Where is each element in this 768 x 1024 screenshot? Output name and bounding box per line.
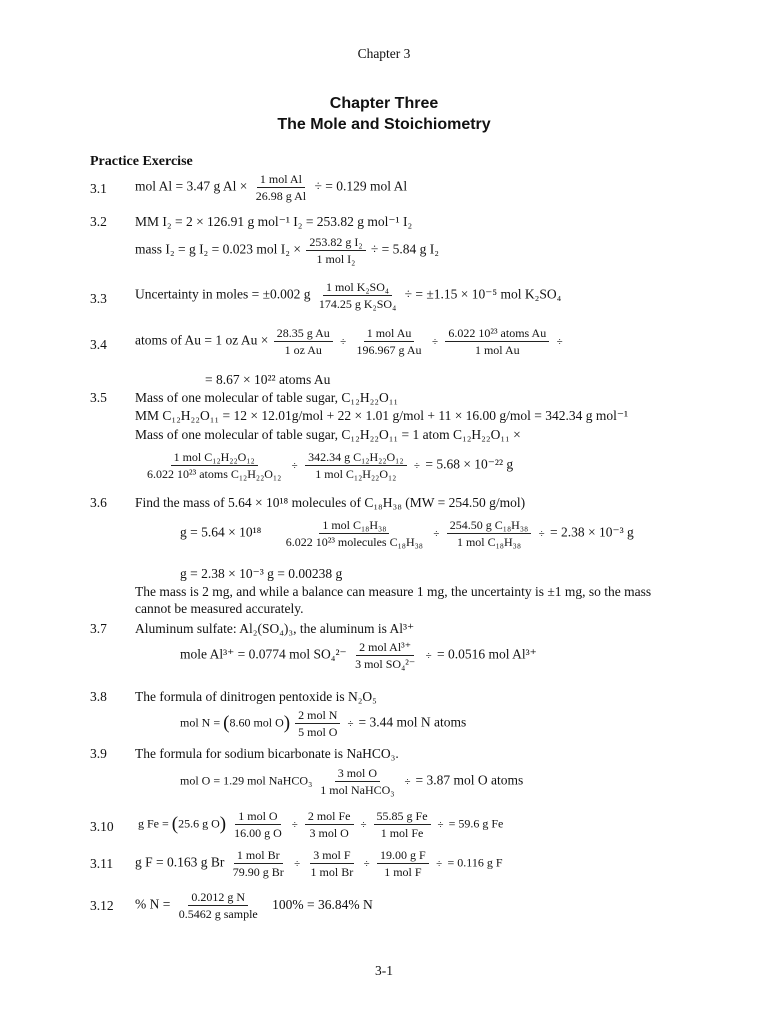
equation-result: = 3.44 mol N atoms — [358, 714, 467, 730]
equation-result: ÷ = 5.84 g I₂ — [370, 241, 439, 257]
equation-lead: Uncertainty in moles = ±0.002 g — [135, 286, 311, 302]
section-heading: Practice Exercise — [90, 154, 193, 169]
equation-3-8: mol N = (8.60 mol O) $\frac{\text{2 mol N}}{\text{5 mol O}}$ ÷ = 3.44 mol N atoms — [180, 708, 467, 739]
fraction: $\frac{\text{1 mol Au}}{\text{196.967 g Au}}$ — [356, 326, 422, 357]
text-line: The formula of dinitrogen pentoxide is N₂O₅ — [135, 689, 377, 704]
fraction: $\frac{\text{254.50 g C₁₈H₃₈}}{\text{1 mol C₁₈H₃₈}}$ — [447, 518, 531, 549]
equation-3-9: mol O = 1.29 mol NaHCO₃ $\frac{\text{3 mol O}}{\text{1 mol NaHCO₃}}$ ÷ = 3.87 mol O atoms — [180, 766, 524, 797]
equation-3-5: $\frac{\text{1 mol C₁₂H₂₂O₁₂}}{\text{6.022 10²³ atoms C₁₂H₂₂O₁₂}}$ ÷ $\frac{\text{342.34 g C₁₂H₂₂O₁₂}}{\text{1 mol C₁₂H₂₂O₁₂}}$ ÷ = 5.68 × 10⁻²² g — [142, 450, 513, 481]
fraction: $\frac{\text{1 mol K₂SO₄}}{\text{174.25 g K₂SO₄}}$ — [318, 280, 397, 311]
text-line: Find the mass of 5.64 × 10¹⁸ molecules of C₁₈H₃₈ (MW = 254.50 g/mol) — [135, 495, 526, 510]
equation-lead: g Fe = — [138, 816, 169, 831]
exercise-number: 3.7 — [90, 621, 107, 636]
fraction: $\frac{\text{19.00 g F}}{\text{1 mol F}}$ — [377, 848, 429, 879]
exercise-number: 3.3 — [90, 291, 107, 306]
equation-3-6: g = 5.64 × 10¹⁸ $\frac{\text{1 mol C₁₈H₃₈}}{\text{6.022 10²³ molecules C₁₈H₃₈}}$ ÷ $\frac{\text{254.50 g C₁₈H₃₈}}{\text{1 mol C₁₈H₃₈}}$ ÷ = 2.38 × 10⁻³ g — [180, 518, 634, 549]
fraction: $\frac{\text{1 mol Al}}{\text{26.98 g Al}}$ — [255, 172, 307, 203]
fraction: $\frac{\text{6.022 10²³ atoms Au}}{\text{1 mol Au}}$ — [445, 326, 549, 357]
exercise-number: 3.2 — [90, 214, 107, 229]
exercise-number: 3.10 — [90, 819, 114, 834]
exercise-number: 3.11 — [90, 856, 114, 871]
equation-result: 100% = 36.84% N — [272, 896, 373, 912]
text-line: Mass of one molecular of table sugar, C₁₂H₂₂O₁₁ — [135, 390, 399, 405]
fraction: $\frac{\text{55.85 g Fe}}{\text{1 mol Fe}}$ — [374, 809, 431, 840]
fraction: $\frac{\text{2 mol Al³⁺}}{\text{3 mol SO₄²⁻}}$ — [355, 640, 416, 671]
equation-3-7: mole Al³⁺ = 0.0774 mol SO₄²⁻ $\frac{\text{2 mol Al³⁺}}{\text{3 mol SO₄²⁻}}$ ÷ = 0.0516 mol Al³⁺ — [180, 640, 537, 671]
exercise-number: 3.1 — [90, 181, 107, 196]
fraction: $\frac{\text{3 mol F}}{\text{1 mol Br}}$ — [310, 848, 354, 879]
equation-lead: % N = — [135, 896, 171, 912]
equation-result: ÷ = ±1.15 × 10⁻⁵ mol K₂SO₄ — [404, 286, 562, 302]
equation-result: = 59.6 g Fe — [448, 816, 504, 831]
text-line: g = 2.38 × 10⁻³ g = 0.00238 g — [180, 566, 343, 581]
equation-3-10: g Fe = (25.6 g O) $\frac{\text{1 mol O}}{\text{16.00 g O}}$ ÷ $\frac{\text{2 mol Fe}}{\text{3 mol O}}$ ÷ $\frac{\text{55.85 g Fe}}{\text{1 mol Fe}}$ ÷ = 59.6 g Fe — [138, 809, 504, 840]
equation-3-2 — [135, 235, 439, 266]
fraction: $\frac{\text{1 mol O}}{\text{16.00 g O}}$ — [234, 809, 282, 840]
equation-lead: mol N = — [180, 715, 221, 730]
text-line: Mass of one molecular of table sugar, C₁₂H₂₂O₁₁ = 1 atom C₁₂H₂₂O₁₁ × — [135, 427, 521, 442]
fraction: $\frac{\text{28.35 g Au}}{\text{1 oz Au}}$ — [274, 326, 333, 357]
equation-3-1 — [135, 172, 407, 203]
fraction: $\frac{\text{1 mol C₁₈H₃₈}}{\text{6.022 10²³ molecules C₁₈H₃₈}}$ — [285, 518, 423, 549]
equation-3-11: g F = 0.163 g Br $\frac{\text{1 mol Br}}{\text{79.90 g Br}}$ ÷ $\frac{\text{3 mol F}}{\text{1 mol Br}}$ ÷ $\frac{\text{19.00 g F}}{\text{1 mol F}}$ ÷ = 0.116 g F — [135, 848, 503, 879]
chapter-subtitle: The Mole and Stoichiometry — [277, 116, 491, 133]
fraction: $\frac{\text{2 mol N}}{\text{5 mol O}}$ — [295, 708, 340, 739]
exercise-number: 3.6 — [90, 495, 107, 510]
equation-result: = 2.38 × 10⁻³ g — [549, 524, 634, 540]
equation-lead: atoms of Au = 1 oz Au × — [135, 332, 269, 348]
paren-value: 8.60 mol O — [229, 715, 284, 730]
fraction: $\frac{\text{253.82 g I₂}}{\text{1 mol I₂}}$ — [306, 235, 365, 266]
equation-result: = 0.116 g F — [447, 855, 503, 870]
exercise-number: 3.8 — [90, 689, 107, 704]
equation-lead: mol Al = 3.47 g Al × — [135, 178, 248, 194]
exercise-number: 3.12 — [90, 898, 114, 913]
fraction: $\frac{\text{342.34 g C₁₂H₂₂O₁₂}}{\text{1 mol C₁₂H₂₂O₁₂}}$ — [305, 450, 406, 481]
exercise-number: 3.4 — [90, 337, 107, 352]
equation-3-12 — [135, 890, 373, 921]
fraction: $\frac{\text{1 mol Br}}{\text{79.90 g Br}}$ — [232, 848, 284, 879]
fraction: $\frac{\text{3 mol O}}{\text{1 mol NaHCO₃}}$ — [320, 766, 395, 797]
equation-lead: mole Al³⁺ = 0.0774 mol SO₄²⁻ — [180, 646, 347, 662]
paren-value: 25.6 g O — [178, 816, 220, 831]
text-line: The mass is 2 mg, and while a balance can measure 1 mg, the uncertainty is ±1 mg, so the mass — [135, 584, 652, 599]
equation-result: = 3.87 mol O atoms — [415, 772, 524, 788]
fraction: $\frac{\text{0.2012 g N}}{\text{0.5462 g sample}}$ — [178, 890, 258, 921]
page-number: 3-1 — [375, 963, 393, 978]
equation-lead: mass I₂ = g I₂ = 0.023 mol I₂ × — [135, 241, 301, 257]
equation-lead: g = 5.64 × 10¹⁸ — [180, 524, 262, 540]
equation-lead: g F = 0.163 g Br — [135, 854, 225, 870]
text-line: Aluminum sulfate: Al₂(SO₄)₃, the aluminum is Al³⁺ — [135, 621, 415, 636]
exercise-number: 3.9 — [90, 746, 107, 761]
equation-result: ÷ = 0.129 mol Al — [314, 178, 408, 194]
exercise-number: 3.5 — [90, 390, 107, 405]
equation-3-4: atoms of Au = 1 oz Au × $\frac{\text{28.35 g Au}}{\text{1 oz Au}}$ ÷ $\frac{\text{1 mol Au}}{\text{196.967 g Au}}$ ÷ $\frac{\text{6.022 10²³ atoms Au}}{\text{1 mol Au}}$ ÷ — [135, 326, 563, 357]
equation-result: = 8.67 × 10²² atoms Au — [205, 372, 331, 387]
equation-3-3 — [135, 280, 561, 311]
running-header: Chapter 3 — [357, 46, 411, 61]
text-line: MM C₁₂H₂₂O₁₁ = 12 × 12.01g/mol + 22 × 1.01 g/mol + 11 × 16.00 g/mol = 342.34 g mol⁻¹ — [135, 408, 629, 423]
fraction: $\frac{\text{1 mol C₁₂H₂₂O₁₂}}{\text{6.022 10²³ atoms C₁₂H₂₂O₁₂}}$ — [147, 450, 282, 481]
text-line: The formula for sodium bicarbonate is NaHCO₃. — [135, 746, 399, 761]
text-line: cannot be measured accurately. — [135, 601, 304, 616]
fraction: $\frac{\text{2 mol Fe}}{\text{3 mol O}}$ — [305, 809, 354, 840]
equation-result: = 0.0516 mol Al³⁺ — [436, 646, 537, 662]
equation-result: = 5.68 × 10⁻²² g — [425, 456, 514, 472]
text-line: MM I₂ = 2 × 126.91 g mol⁻¹ I₂ = 253.82 g mol⁻¹ I₂ — [135, 214, 413, 229]
chapter-title: Chapter Three — [329, 95, 439, 112]
equation-lead: mol O = 1.29 mol NaHCO₃ — [180, 773, 313, 788]
